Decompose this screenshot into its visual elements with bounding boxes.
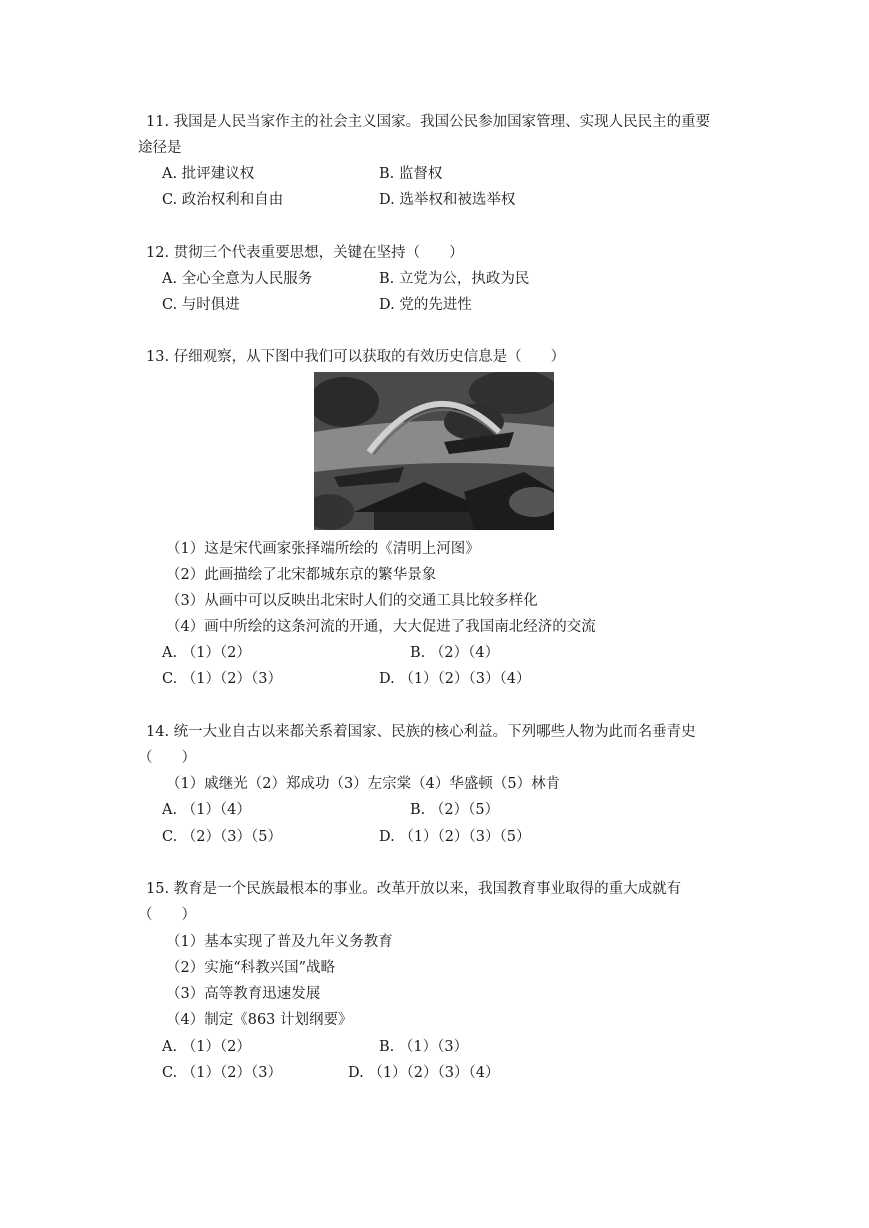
q11-option-d: D. 选举权和被选举权 xyxy=(379,192,516,208)
q13-option-b: B. （2）（4） xyxy=(410,645,500,661)
q12-stem: 12. 贯彻三个代表重要思想，关键在坚持（ ） xyxy=(146,245,464,261)
qingming-painting-image xyxy=(314,372,554,530)
q15-option-a: A. （1）（2） xyxy=(162,1039,251,1055)
q12-option-d: D. 党的先进性 xyxy=(379,297,472,313)
q13-item-3: （3）从画中可以反映出北宋时人们的交通工具比较多样化 xyxy=(166,593,538,609)
q13-stem: 13. 仔细观察，从下图中我们可以获取的有效历史信息是（ ） xyxy=(146,349,566,365)
q15-option-d: D. （1）（2）（3）（4） xyxy=(348,1065,500,1081)
q12-option-a: A. 全心全意为人民服务 xyxy=(162,271,313,287)
q15-item-3: （3）高等教育迅速发展 xyxy=(166,986,321,1002)
q14-option-c: C. （2）（3）（5） xyxy=(162,829,282,845)
q13-option-d: D. （1）（2）（3）（4） xyxy=(379,671,531,687)
q11-stem-line2: 途径是 xyxy=(138,140,182,156)
q14-option-a: A. （1）（4） xyxy=(162,802,251,818)
q15-item-4: （4）制定《863 计划纲要》 xyxy=(166,1012,353,1028)
q11-stem-line1: 11. 我国是人民当家作主的社会主义国家。我国公民参加国家管理、实现人民民主的重要 xyxy=(146,114,711,130)
q15-option-c: C. （1）（2）（3） xyxy=(162,1065,282,1081)
q14-stem-line1: 14. 统一大业自古以来都关系着国家、民族的核心利益。下列哪些人物为此而名垂青史 xyxy=(146,724,696,740)
q15-item-1: （1）基本实现了普及九年义务教育 xyxy=(166,934,393,950)
q14-option-b: B. （2）（5） xyxy=(410,802,500,818)
q15-option-b: B. （1）（3） xyxy=(379,1039,469,1055)
q14-stem-line2: （ ） xyxy=(138,750,196,766)
q11-option-b: B. 监督权 xyxy=(379,166,443,182)
q15-stem-line2: （ ） xyxy=(138,907,196,923)
q15-item-2: （2）实施“科教兴国”战略 xyxy=(166,960,336,976)
q11-option-c: C. 政治权利和自由 xyxy=(162,192,284,208)
q13-item-1: （1）这是宋代画家张择端所绘的《清明上河图》 xyxy=(166,541,480,557)
q13-option-c: C. （1）（2）（3） xyxy=(162,671,282,687)
q11-option-a: A. 批评建议权 xyxy=(162,166,255,182)
q13-option-a: A. （1）（2） xyxy=(162,645,251,661)
q13-item-2: （2）此画描绘了北宋都城东京的繁华景象 xyxy=(166,567,437,583)
q14-option-d: D. （1）（2）（3）（5） xyxy=(379,829,531,845)
q12-option-b: B. 立党为公，执政为民 xyxy=(379,271,530,287)
q12-option-c: C. 与时俱进 xyxy=(162,297,240,313)
q13-item-4: （4）画中所绘的这条河流的开通，大大促进了我国南北经济的交流 xyxy=(166,619,596,635)
q15-stem-line1: 15. 教育是一个民族最根本的事业。改革开放以来，我国教育事业取得的重大成就有 xyxy=(146,881,682,897)
q14-item-1: （1）戚继光（2）郑成功（3）左宗棠（4）华盛顿（5）林肯 xyxy=(166,776,561,792)
